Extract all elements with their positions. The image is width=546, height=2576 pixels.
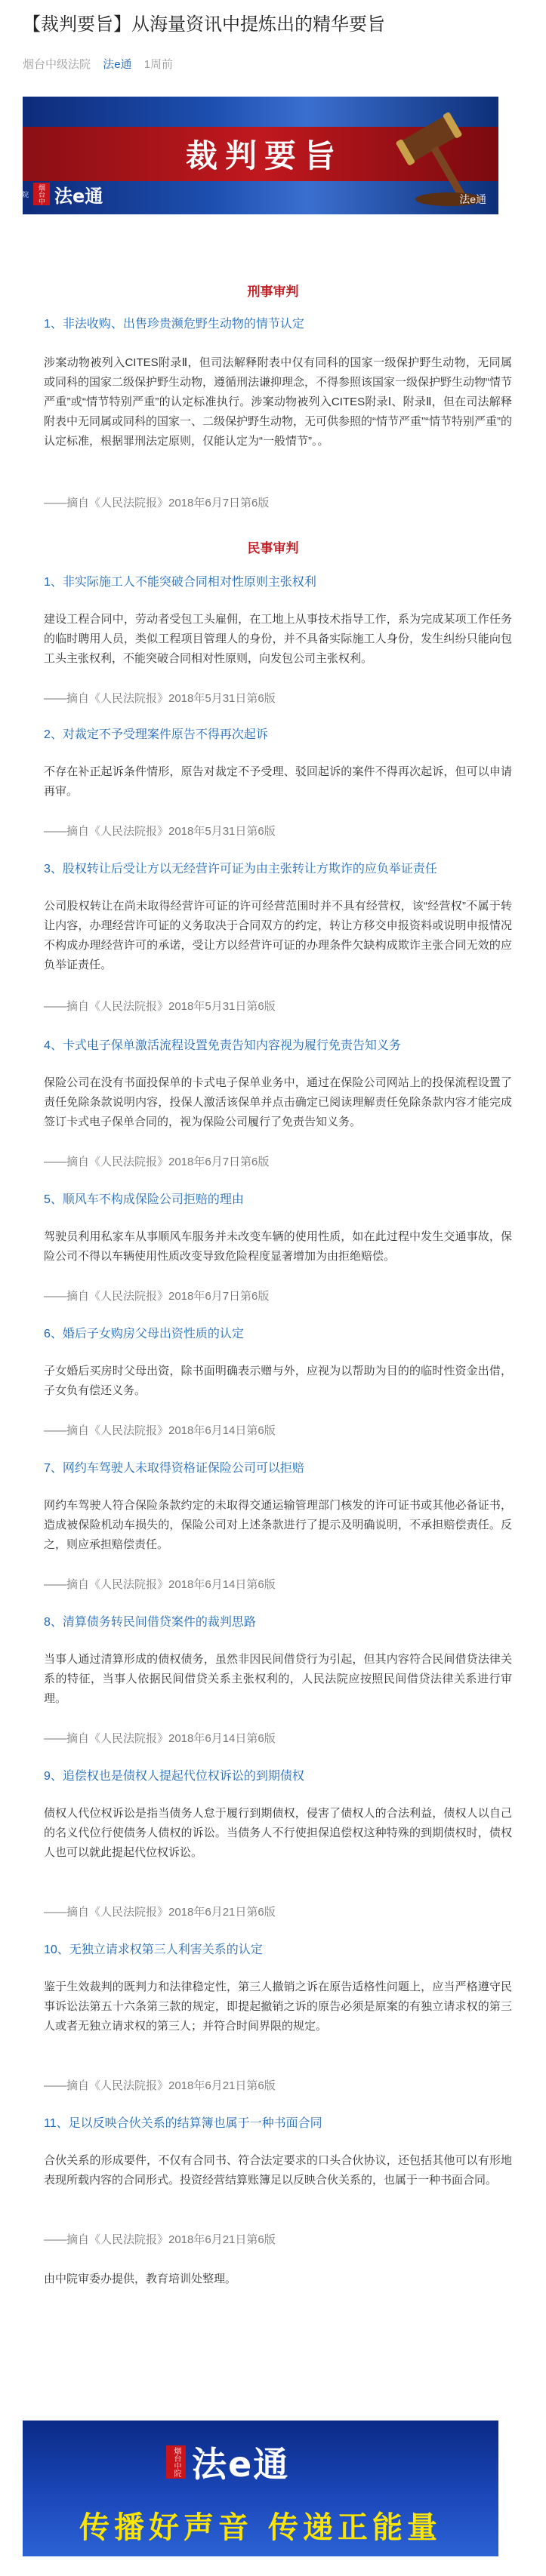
source-note: ——摘自《人民法院报》2018年6月14日第6版 — [44, 1424, 276, 1437]
source-note: ——摘自《人民法院报》2018年5月31日第6版 — [44, 692, 276, 705]
footer-note: 由中院审委办提供，教育培训处整理。 — [44, 2273, 237, 2285]
banner-brand-logo — [21, 181, 103, 207]
item-paragraph: 子女婚后买房时父母出资，除书面明确表示赠与外，应视为以帮助为目的的临时性资金出借，子女负有偿还义务。 — [44, 1365, 512, 1397]
item-heading: 6、婚后子女购房父母出资性质的认定 — [44, 1328, 244, 1340]
item-heading: 9、追偿权也是债权人提起代位权诉讼的到期债权 — [44, 1770, 304, 1783]
footer-logo — [166, 2437, 289, 2487]
source-note: ——摘自《人民法院报》2018年6月7日第6版 — [44, 1156, 270, 1168]
meta-time: 1周前 — [143, 58, 174, 71]
item-paragraph: 建设工程合同中，劳动者受包工头雇佣，在工地上从事技术指导工作，系为完成某项工作任务的临时聘用人员，类似工程项目管理人的身份，并不具备实际施工人身份，发生纠纷只能向包工头主张权利，不能突破合同相对性原则，向发包公司主张权利。 — [44, 613, 512, 665]
item-heading: 11、足以反映合伙关系的结算簿也属于一种书面合同 — [44, 2117, 322, 2130]
article-meta — [23, 56, 182, 72]
meta-origin: 烟台中级法院 — [23, 58, 91, 71]
source-note: ——摘自《人民法院报》2018年6月21日第6版 — [44, 2079, 276, 2092]
item-paragraph: 鉴于生效裁判的既判力和法律稳定性，第三人撤销之诉在原告适格性问题上，应当严格遵守民事诉讼法第五十六条第三款的规定，即提起撤销之诉的原告必须是原案的有独立请求权的第三人或者无独立请求权的第三人；并符合时间界限的规定。 — [44, 1980, 512, 2033]
item-heading: 5、顺风车不构成保险公司拒赔的理由 — [44, 1193, 244, 1206]
source-note: ——摘自《人民法院报》2018年5月31日第6版 — [44, 825, 276, 838]
item-heading: 10、无独立请求权第三人利害关系的认定 — [44, 1944, 263, 1956]
item-heading: 7、网约车驾驶人未取得资格证保险公司可以拒赔 — [44, 1462, 304, 1475]
source-note: ——摘自《人民法院报》2018年6月14日第6版 — [44, 1732, 276, 1745]
item-heading: 1、非实际施工人不能突破合同相对性原则主张权利 — [44, 576, 316, 589]
source-note: ——摘自《人民法院报》2018年6月7日第6版 — [44, 1290, 270, 1303]
footer-brand-name: 法e通 — [192, 2444, 290, 2485]
footer-banner-image — [23, 2421, 498, 2556]
item-paragraph: 债权人代位权诉讼是指当债务人怠于履行到期债权，侵害了债权人的合法利益，债权人以自己的名义代位行使债务人债权的诉讼。当债务人不行使担保追偿权这种特殊的到期债权时，债权人也可以就此提起代位权诉讼。 — [44, 1807, 512, 1859]
source-note: ——摘自《人民法院报》2018年6月21日第6版 — [44, 2233, 276, 2246]
item-heading: 2、对裁定不予受理案件原告不得再次起诉 — [44, 728, 268, 741]
source-note: ——摘自《人民法院报》2018年6月14日第6版 — [44, 1578, 276, 1591]
header-banner-image — [23, 97, 498, 214]
item-heading: 1、非法收购、出售珍贵濒危野生动物的情节认定 — [44, 318, 304, 331]
meta-source-link[interactable]: 法e通 — [103, 58, 132, 71]
item-paragraph: 公司股权转让在尚未取得经营许可证的许可经营范围时并不具有经营权，该“经营权”不属于转让内容，办理经营许可证的义务取决于合同双方的约定，转让方移交申报资料或说明申报情况不构成办理经营许可的承诺，受让方以经营许可证的办理条件欠缺构成欺诈主张合同无效的应负举证责任。 — [44, 900, 512, 971]
item-paragraph: 当事人通过清算形成的债权债务，虽然非因民间借贷行为引起，但其内容符合民间借贷法律关系的特征，当事人依据民间借贷关系主张权利的，人民法院应按照民间借贷法律关系进行审理。 — [44, 1653, 512, 1705]
item-paragraph: 网约车驾驶人符合保险条款约定的未取得交通运输管理部门核发的许可证书或其他必备证书，造成被保险机动车损失的，保险公司对上述条款进行了提示及明确说明，不承担赔偿责任。反之，则应承担赔偿责任。 — [44, 1499, 512, 1551]
item-paragraph: 不存在补正起诉条件情形，原告对裁定不予受理、驳回起诉的案件不得再次起诉，但可以申请再审。 — [44, 765, 512, 798]
item-paragraph: 合伙关系的形成要件，不仅有合同书、符合法定要求的口头合伙协议，还包括其他可以有形地表现所载内容的合同形式。投资经营结算账簿足以反映合伙关系的，也属于一种书面合同。 — [44, 2154, 512, 2187]
section-heading-civil: 民事审判 — [247, 541, 299, 556]
item-heading: 4、卡式电子保单激活流程设置免责告知内容视为履行免责告知义务 — [44, 1039, 401, 1052]
item-heading: 3、股权转让后受让方以无经营许可证为由主张转让方欺诈的应负举证责任 — [44, 863, 437, 876]
section-heading-criminal: 刑事审判 — [247, 285, 299, 299]
brand-mark-icon: 烟台中院 — [33, 183, 50, 205]
item-paragraph: 保险公司在没有书面投保单的卡式电子保单业务中，通过在保险公司网站上的投保流程设置了责任免除条款说明内容，投保人激活该保单并点击确定已阅读理解责任免除条款内容才能完成签订卡式电子保单合同的，视为保险公司履行了免责告知义务。 — [44, 1076, 512, 1128]
footer-slogan: 传播好声音 传递正能量 — [79, 2510, 442, 2545]
item-heading: 8、清算债务转民间借贷案件的裁判思路 — [44, 1616, 256, 1629]
footer-brand-mark-icon: 烟台中院 — [166, 2445, 186, 2479]
banner-title: 裁判要旨 — [185, 137, 343, 174]
item-paragraph: 涉案动物被列入CITES附录Ⅱ，但司法解释附表中仅有同科的国家一级保护野生动物，无同属或同科的国家二级保护野生动物，遵循刑法谦抑理念，不得参照该国家一级保护野生动物“情节严重”或“情节特别严重”的认定标准执行。涉案动物被列入CITES附录Ⅰ、附录Ⅱ，但在司法解释附表中无同属或同科的国家一、二级保护野生动物，无可供参照的“情节严重”“情节特别严重”的认定标准，根据罪刑法定原则，仅能认定为“一般情节”。。 — [44, 356, 512, 448]
banner-brand-right: 法e通 — [459, 193, 486, 205]
source-note: ——摘自《人民法院报》2018年6月7日第6版 — [44, 497, 270, 509]
source-note: ——摘自《人民法院报》2018年5月31日第6版 — [44, 1000, 276, 1013]
source-note: ——摘自《人民法院报》2018年6月21日第6版 — [44, 1906, 276, 1919]
brand-name: 法e通 — [54, 185, 103, 207]
article-title: 【裁判要旨】从海量资讯中提炼出的精华要旨 — [23, 14, 385, 35]
item-paragraph: 驾驶员利用私家车从事顺风车服务并未改变车辆的使用性质，如在此过程中发生交通事故，保险公司不得以车辆使用性质改变导致危险程度显著增加为由拒绝赔偿。 — [44, 1230, 512, 1263]
